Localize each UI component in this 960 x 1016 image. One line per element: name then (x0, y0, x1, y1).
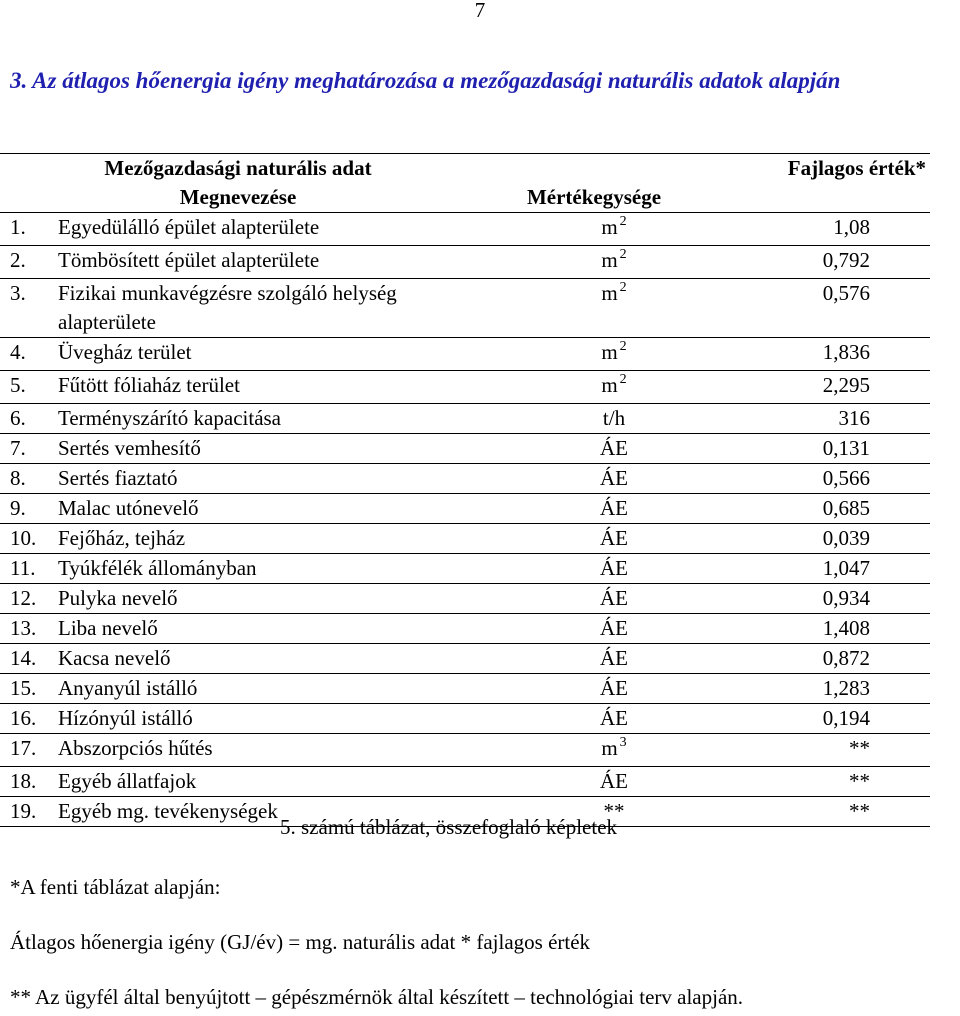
row-unit-text: ÁE (600, 586, 628, 610)
table-row (0, 614, 930, 644)
row-number: 9. (0, 494, 56, 524)
row-unit-text: ÁE (600, 466, 628, 490)
table-caption: 5. számú táblázat, összefoglaló képletek (280, 815, 618, 839)
row-name-text: Pulyka nevelő (58, 586, 178, 610)
row-name-text: Egyéb mg. tevékenységek (58, 799, 278, 823)
row-name-text: Kacsa nevelő (58, 646, 171, 670)
row-value: 316 (712, 404, 930, 434)
row-name-text: Sertés fiaztató (58, 466, 178, 490)
row-unit (476, 524, 712, 554)
row-name-text: Fejőház, tejház (58, 526, 186, 550)
basis-note: *A fenti táblázat alapján: (10, 875, 221, 899)
row-name (56, 371, 476, 404)
row-value: 0,792 (712, 246, 930, 279)
row-unit-text: ÁE (600, 496, 628, 520)
row-unit (476, 674, 712, 704)
row-value: 1,08 (712, 213, 930, 246)
row-name-text-line2: alapterülete (58, 310, 156, 334)
table-row (0, 524, 930, 554)
header-empty-cell (476, 154, 712, 184)
table-row (0, 767, 930, 797)
header-empty-cell (712, 183, 930, 213)
row-value: 0,131 (712, 434, 930, 464)
row-value: 0,194 (712, 704, 930, 734)
row-value: 0,566 (712, 464, 930, 494)
row-unit (476, 464, 712, 494)
row-number: 6. (0, 404, 56, 434)
table-row (0, 734, 930, 767)
row-name-text: Tyúkfélék állományban (58, 556, 257, 580)
footnote: ** Az ügyfél által benyújtott – gépészmérnök által készített – technológiai terv alapján. (10, 985, 744, 1009)
row-name (56, 584, 476, 614)
row-value: ** (712, 797, 930, 827)
row-name-text: Egyéb állatfajok (58, 769, 197, 793)
row-value: 1,836 (712, 338, 930, 371)
row-number: 3. (0, 279, 56, 338)
header-group-label: Mezőgazdasági naturális adat (0, 154, 476, 184)
row-value: 1,408 (712, 614, 930, 644)
row-unit (476, 279, 712, 338)
row-name (56, 464, 476, 494)
row-unit (476, 644, 712, 674)
row-number: 11. (0, 554, 56, 584)
table-body (0, 213, 930, 827)
row-name-text: Hízónyúl istálló (58, 706, 193, 730)
row-unit-exponent: 2 (619, 280, 627, 295)
row-name (56, 338, 476, 371)
row-value: ** (712, 734, 930, 767)
row-name (56, 524, 476, 554)
row-value: 0,934 (712, 584, 930, 614)
row-unit-text: t/h (602, 406, 626, 430)
row-number: 2. (0, 246, 56, 279)
row-number: 5. (0, 371, 56, 404)
table-row (0, 338, 930, 371)
table-row (0, 434, 930, 464)
row-unit (476, 704, 712, 734)
row-name-text: Egyedülálló épület alapterülete (58, 215, 320, 239)
row-number: 19. (0, 797, 56, 827)
row-number: 16. (0, 704, 56, 734)
row-name-text: Malac utónevelő (58, 496, 199, 520)
row-unit-text: ÁE (600, 616, 628, 640)
table-row (0, 213, 930, 246)
row-number: 1. (0, 213, 56, 246)
row-unit-text: m (601, 215, 618, 239)
row-number: 8. (0, 464, 56, 494)
table-row (0, 674, 930, 704)
row-name-text: Abszorpciós hűtés (58, 736, 213, 760)
row-unit-text: m (601, 373, 618, 397)
table-header-row-1 (0, 154, 930, 184)
header-unit-label: Mértékegysége (526, 185, 662, 209)
table-row (0, 494, 930, 524)
table-row (0, 464, 930, 494)
row-value: ** (712, 767, 930, 797)
row-value: 0,872 (712, 644, 930, 674)
table-row (0, 279, 930, 338)
row-number: 15. (0, 674, 56, 704)
row-unit-exponent: 2 (619, 214, 627, 229)
row-name (56, 213, 476, 246)
row-unit-exponent: 2 (619, 247, 627, 262)
table-header-row-2 (0, 183, 930, 213)
row-name (56, 644, 476, 674)
row-name (56, 279, 476, 338)
row-unit (476, 494, 712, 524)
section-title: 3. Az átlagos hőenergia igény meghatározása a mezőgazdasági naturális adatok alapján (10, 68, 841, 93)
row-unit (476, 404, 712, 434)
row-unit (476, 614, 712, 644)
row-name (56, 494, 476, 524)
row-name (56, 246, 476, 279)
row-name (56, 767, 476, 797)
row-number: 14. (0, 644, 56, 674)
row-name-text: Liba nevelő (58, 616, 158, 640)
row-unit-text: m (601, 340, 618, 364)
row-unit (476, 338, 712, 371)
row-value: 0,685 (712, 494, 930, 524)
page-number: 7 (474, 0, 486, 22)
row-number: 12. (0, 584, 56, 614)
row-name-text: Fizikai munkavégzésre szolgáló helység (58, 281, 397, 305)
row-unit (476, 584, 712, 614)
row-unit-text: ÁE (600, 646, 628, 670)
row-unit-exponent: 3 (619, 735, 627, 750)
natural-data-table (0, 153, 930, 827)
formula-note: Átlagos hőenergia igény (GJ/év) = mg. naturális adat * fajlagos érték (10, 930, 591, 954)
row-name-text: Üvegház terület (58, 340, 192, 364)
row-unit-text: ** (603, 799, 625, 823)
row-unit-text: ÁE (600, 556, 628, 580)
row-unit (476, 246, 712, 279)
row-name-text: Fűtött fóliaház terület (58, 373, 240, 397)
row-unit-text: m (601, 248, 618, 272)
table-row (0, 584, 930, 614)
table-row (0, 404, 930, 434)
row-number: 4. (0, 338, 56, 371)
header-name-label: Megnevezése (179, 185, 297, 209)
row-number: 10. (0, 524, 56, 554)
row-unit (476, 213, 712, 246)
row-unit-text: ÁE (600, 706, 628, 730)
row-value: 0,039 (712, 524, 930, 554)
row-number: 13. (0, 614, 56, 644)
row-unit-exponent: 2 (619, 372, 627, 387)
row-unit-exponent: 2 (619, 339, 627, 354)
row-unit (476, 767, 712, 797)
row-name (56, 704, 476, 734)
row-number: 7. (0, 434, 56, 464)
row-number: 18. (0, 767, 56, 797)
row-name (56, 554, 476, 584)
row-unit-text: ÁE (600, 436, 628, 460)
row-unit (476, 371, 712, 404)
row-unit (476, 734, 712, 767)
row-unit-text: ÁE (600, 676, 628, 700)
row-number: 17. (0, 734, 56, 767)
row-name (56, 614, 476, 644)
table-row (0, 644, 930, 674)
row-name (56, 404, 476, 434)
row-name (56, 674, 476, 704)
row-unit-text: m (601, 736, 618, 760)
row-name (56, 434, 476, 464)
table-row (0, 554, 930, 584)
row-name-text: Terményszárító kapacitása (58, 406, 282, 430)
row-value: 0,576 (712, 279, 930, 338)
row-value: 1,047 (712, 554, 930, 584)
row-name (56, 734, 476, 767)
row-name-text: Tömbösített épület alapterülete (58, 248, 320, 272)
row-unit (476, 434, 712, 464)
row-value: 1,283 (712, 674, 930, 704)
row-unit-text: m (601, 281, 618, 305)
row-name-text: Sertés vemhesítő (58, 436, 201, 460)
row-value: 2,295 (712, 371, 930, 404)
row-name-text: Anyanyúl istálló (58, 676, 198, 700)
table-row (0, 246, 930, 279)
table-row (0, 371, 930, 404)
row-unit-text: ÁE (600, 526, 628, 550)
table-row (0, 704, 930, 734)
row-unit (476, 554, 712, 584)
header-value-label: Fajlagos érték* (712, 154, 930, 184)
row-unit-text: ÁE (600, 769, 628, 793)
